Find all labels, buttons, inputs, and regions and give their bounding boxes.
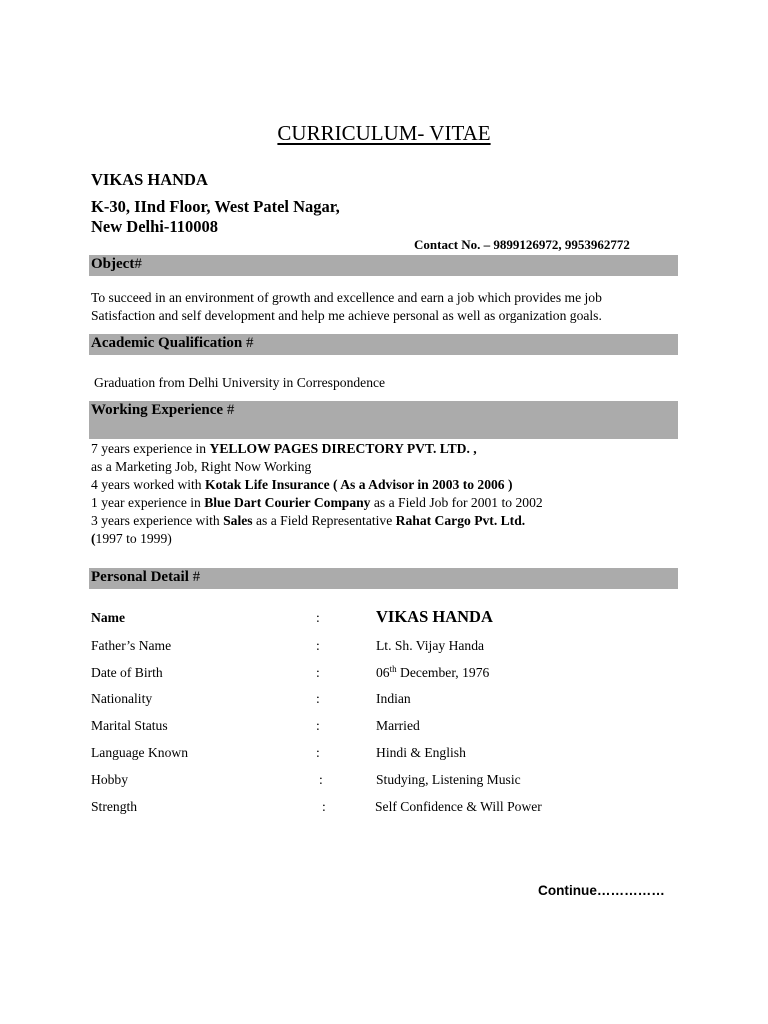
section-heading-academic: Academic Qualification #	[91, 335, 254, 351]
personal-value: Self Confidence & Will Power	[375, 799, 542, 814]
personal-colon: :	[316, 691, 320, 706]
personal-colon: :	[316, 610, 320, 625]
personal-row-name	[0, 607, 768, 630]
personal-label: Language Known	[91, 745, 189, 760]
experience-line: (1997 to 1999)	[91, 531, 172, 546]
personal-label: Nationality	[91, 691, 153, 706]
personal-value: Indian	[376, 691, 411, 706]
objective-line-2: Satisfaction and self development and help me achieve personal as well as organization goals.	[91, 308, 602, 323]
personal-label: Date of Birth	[91, 665, 163, 680]
personal-label: Father’s Name	[91, 638, 172, 653]
personal-label: Name	[91, 610, 125, 625]
personal-row-father	[0, 638, 768, 658]
experience-line: 3 years experience with Sales as a Field Representative Rahat Cargo Pvt. Ltd.	[91, 513, 526, 528]
section-bar-personal	[89, 568, 678, 589]
personal-value: 06th December, 1976	[376, 664, 490, 680]
section-bar-working	[89, 401, 678, 439]
personal-row-marital	[0, 718, 768, 738]
page-title: CURRICULUM- VITAE	[277, 121, 491, 145]
personal-colon: :	[322, 799, 326, 814]
personal-colon: :	[316, 718, 320, 733]
personal-colon: :	[316, 665, 320, 680]
experience-line: 7 years experience in YELLOW PAGES DIRECTORY PVT. LTD. ,	[91, 441, 477, 456]
personal-value: Studying, Listening Music	[376, 772, 521, 787]
section-heading-working: Working Experience #	[91, 402, 235, 418]
section-heading-object: Object#	[91, 256, 142, 272]
address-line-2: New Delhi-110008	[91, 217, 218, 236]
personal-label: Marital Status	[91, 718, 168, 733]
personal-colon: :	[316, 745, 320, 760]
personal-value: VIKAS HANDA	[376, 607, 493, 626]
personal-value: Lt. Sh. Vijay Handa	[376, 638, 485, 653]
personal-row-strength	[0, 799, 768, 819]
personal-row-nationality	[0, 691, 768, 711]
personal-colon: :	[316, 638, 320, 653]
personal-row-hobby	[0, 772, 768, 792]
address-line-1: K-30, IInd Floor, West Patel Nagar,	[91, 197, 340, 216]
personal-colon: :	[319, 772, 323, 787]
personal-row-language	[0, 745, 768, 765]
experience-list	[91, 440, 543, 548]
section-bar-object	[89, 255, 678, 276]
academic-text: Graduation from Delhi University in Correspondence	[94, 375, 386, 390]
objective-line-1: To succeed in an environment of growth and excellence and earn a job which provides me job	[91, 290, 602, 305]
personal-row-dob	[0, 665, 768, 685]
section-bar-academic	[89, 334, 678, 355]
personal-label: Strength	[91, 799, 138, 814]
personal-label: Hobby	[91, 772, 129, 787]
section-heading-personal: Personal Detail #	[91, 569, 201, 585]
experience-line: 4 years worked with Kotak Life Insurance ( As a Advisor in 2003 to 2006 )	[91, 477, 513, 492]
personal-value: Married	[376, 718, 420, 733]
experience-line: 1 year experience in Blue Dart Courier Company as a Field Job for 2001 to 2002	[91, 495, 543, 510]
personal-value: Hindi & English	[376, 745, 466, 760]
experience-line: as a Marketing Job, Right Now Working	[91, 459, 312, 474]
applicant-name: VIKAS HANDA	[91, 170, 208, 189]
objective-text	[91, 289, 602, 325]
continue-label: Continue……………	[538, 883, 665, 898]
contact-number: Contact No. – 9899126972, 9953962772	[414, 237, 630, 252]
